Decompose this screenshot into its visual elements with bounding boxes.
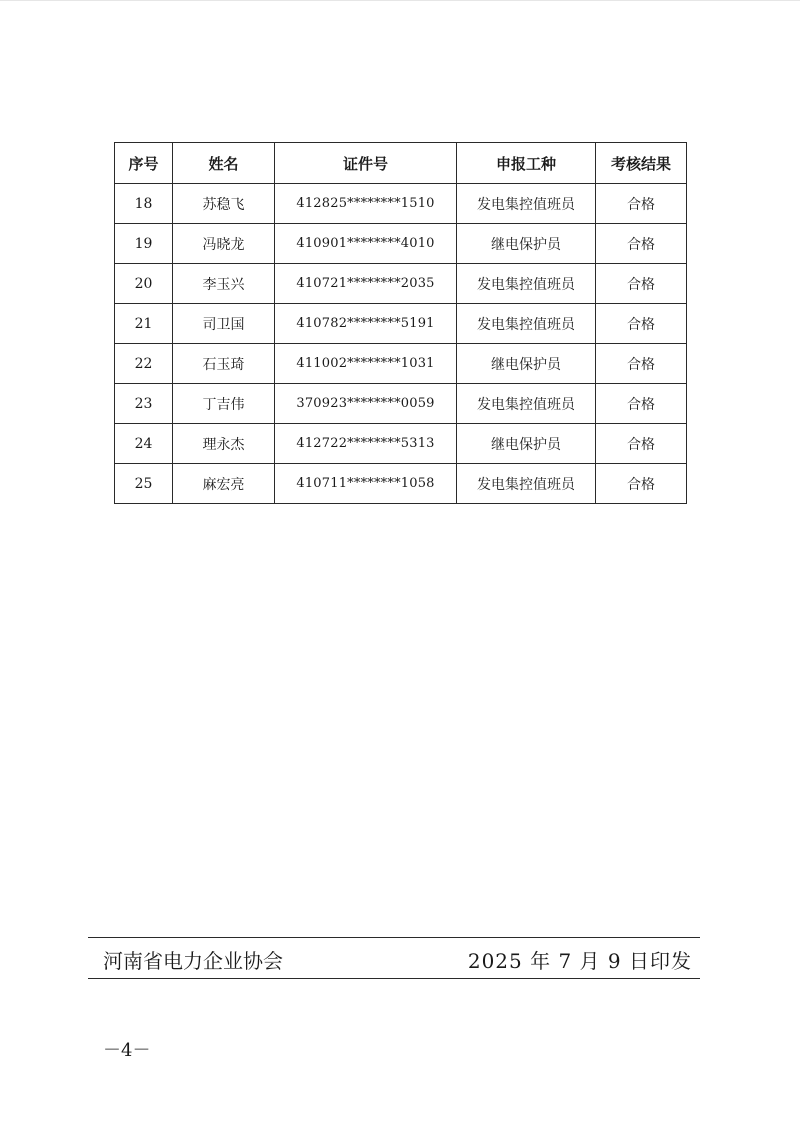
header-job-type: 申报工种 xyxy=(457,143,596,184)
cell-id-number: 410721********2035 xyxy=(275,264,457,304)
cell-name: 麻宏亮 xyxy=(173,464,275,504)
cell-id-number: 410782********5191 xyxy=(275,304,457,344)
cell-result: 合格 xyxy=(596,184,687,224)
cell-serial: 25 xyxy=(115,464,173,504)
table-row xyxy=(115,464,687,504)
cell-id-number: 412825********1510 xyxy=(275,184,457,224)
cell-result: 合格 xyxy=(596,304,687,344)
cell-job-type: 发电集控值班员 xyxy=(457,384,596,424)
cell-id-number: 410901********4010 xyxy=(275,224,457,264)
footer-rule-top xyxy=(88,937,700,938)
cell-result: 合格 xyxy=(596,264,687,304)
cell-name: 苏稳飞 xyxy=(173,184,275,224)
header-serial: 序号 xyxy=(115,143,173,184)
cell-name: 丁吉伟 xyxy=(173,384,275,424)
cell-job-type: 继电保护员 xyxy=(457,424,596,464)
cell-name: 石玉琦 xyxy=(173,344,275,384)
cell-job-type: 继电保护员 xyxy=(457,224,596,264)
table-header-row xyxy=(115,143,687,184)
cell-job-type: 发电集控值班员 xyxy=(457,464,596,504)
cell-serial: 19 xyxy=(115,224,173,264)
cell-job-type: 发电集控值班员 xyxy=(457,184,596,224)
page-edge xyxy=(0,0,800,1)
header-result: 考核结果 xyxy=(596,143,687,184)
issuer-name: 河南省电力企业协会 xyxy=(103,949,283,973)
assessment-results-table xyxy=(114,142,687,504)
cell-name: 李玉兴 xyxy=(173,264,275,304)
cell-result: 合格 xyxy=(596,344,687,384)
table-row xyxy=(115,224,687,264)
cell-serial: 24 xyxy=(115,424,173,464)
cell-name: 冯晓龙 xyxy=(173,224,275,264)
table-row xyxy=(115,384,687,424)
cell-id-number: 411002********1031 xyxy=(275,344,457,384)
cell-id-number: 370923********0059 xyxy=(275,384,457,424)
table-row xyxy=(115,344,687,384)
cell-serial: 23 xyxy=(115,384,173,424)
table-row xyxy=(115,264,687,304)
cell-name: 理永杰 xyxy=(173,424,275,464)
cell-result: 合格 xyxy=(596,464,687,504)
cell-job-type: 发电集控值班员 xyxy=(457,264,596,304)
cell-serial: 22 xyxy=(115,344,173,384)
footer-rule-bottom xyxy=(88,978,700,979)
cell-id-number: 412722********5313 xyxy=(275,424,457,464)
cell-result: 合格 xyxy=(596,384,687,424)
cell-serial: 20 xyxy=(115,264,173,304)
cell-id-number: 410711********1058 xyxy=(275,464,457,504)
issue-date: 2025 年 7 月 9 日印发 xyxy=(467,949,692,973)
table-row xyxy=(115,184,687,224)
cell-result: 合格 xyxy=(596,424,687,464)
cell-job-type: 继电保护员 xyxy=(457,344,596,384)
cell-serial: 18 xyxy=(115,184,173,224)
cell-job-type: 发电集控值班员 xyxy=(457,304,596,344)
cell-name: 司卫国 xyxy=(173,304,275,344)
table-row xyxy=(115,424,687,464)
header-name: 姓名 xyxy=(173,143,275,184)
page-number: －4－ xyxy=(103,1040,151,1061)
table-row xyxy=(115,304,687,344)
cell-result: 合格 xyxy=(596,224,687,264)
header-id-number: 证件号 xyxy=(275,143,457,184)
cell-serial: 21 xyxy=(115,304,173,344)
